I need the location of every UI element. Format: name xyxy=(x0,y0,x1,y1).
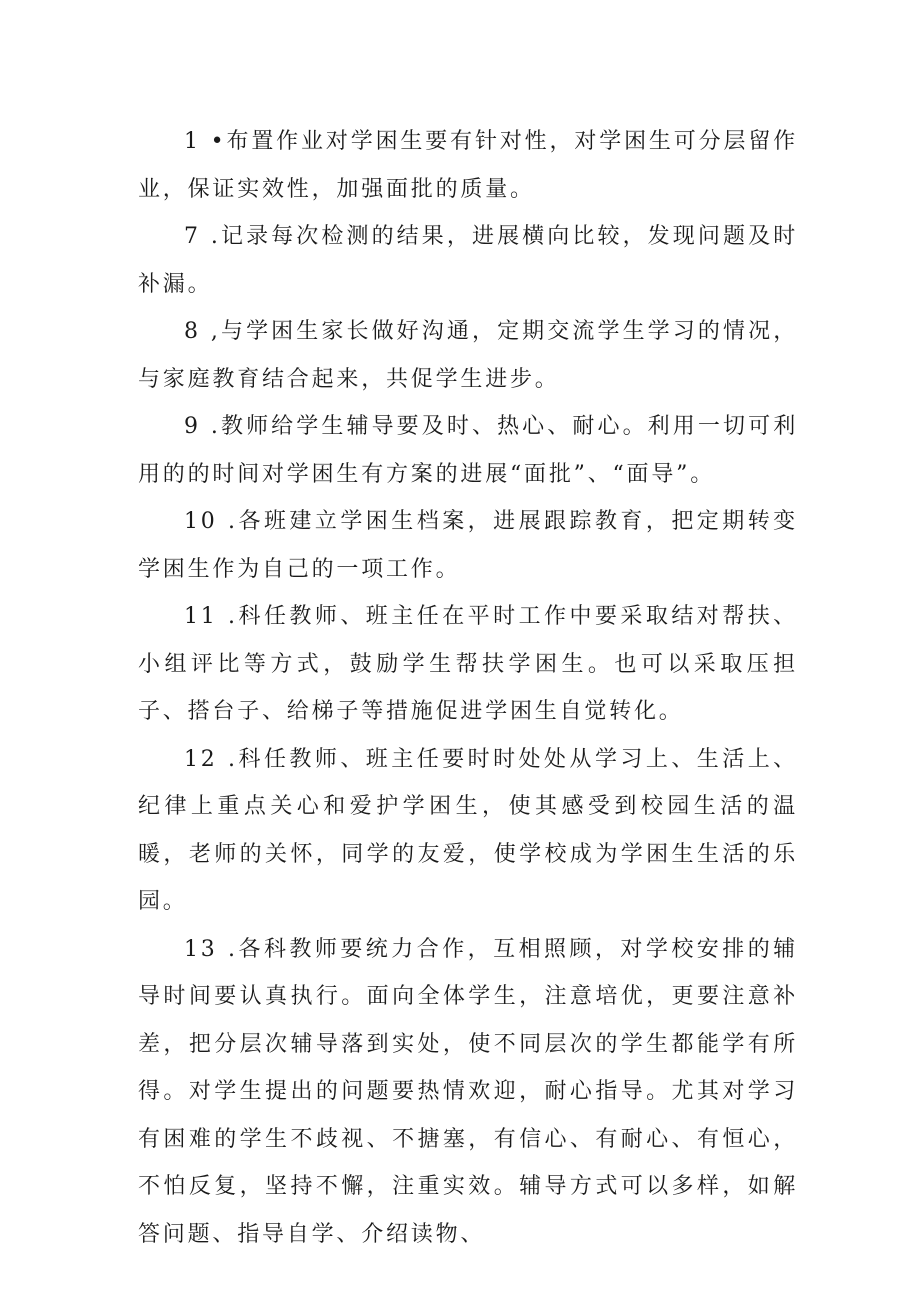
paragraph-item-13: 13 .各科教师要统力合作，互相照顾，对学校安排的辅导时间要认真执行。面向全体学生，注意培优，更要注意补差，把分层次辅导落到实处，使不同层次的学生都能学有所得。对学生提出的问题要热情欢迎，耐心指导。尤其对学习有困难的学生不歧视、不搪塞，有信心、有耐心、有恒心，不怕反复，坚持不懈，注重实效。辅导方式可以多样，如解答问题、指导自学、介绍读物、 xyxy=(138,936,798,1247)
paragraph-item-1: 1 •布置作业对学困生要有针对性，对学困生可分层留作业，保证实效性，加强面批的质量。 xyxy=(138,129,798,202)
paragraph-item-11: 11 .科任教师、班主任在平时工作中要采取结对帮扶、小组评比等方式，鼓励学生帮扶学困生。也可以采取压担子、搭台子、给梯子等措施促进学困生自觉转化。 xyxy=(138,604,798,724)
paragraph-item-8: 8 ,与学困生家长做好沟通，定期交流学生学习的情况，与家庭教育结合起来，共促学生进步。 xyxy=(138,319,798,392)
paragraph-item-12: 12 .科任教师、班主任要时时处处从学习上、生活上、纪律上重点关心和爱护学困生，使其感受到校园生活的温暖，老师的关怀，同学的友爱，使学校成为学困生生活的乐园。 xyxy=(138,746,798,914)
document-body xyxy=(138,118,798,1258)
paragraph-item-7: 7 .记录每次检测的结果，进展横向比较，发现问题及时补漏。 xyxy=(138,224,798,297)
paragraph-item-10: 10 .各班建立学困生档案，进展跟踪教育，把定期转变学困生作为自己的一项工作。 xyxy=(138,509,798,582)
paragraph-item-9: 9 .教师给学生辅导要及时、热心、耐心。利用一切可利用的的时间对学困生有方案的进展“面批”、“面导”。 xyxy=(138,414,798,487)
